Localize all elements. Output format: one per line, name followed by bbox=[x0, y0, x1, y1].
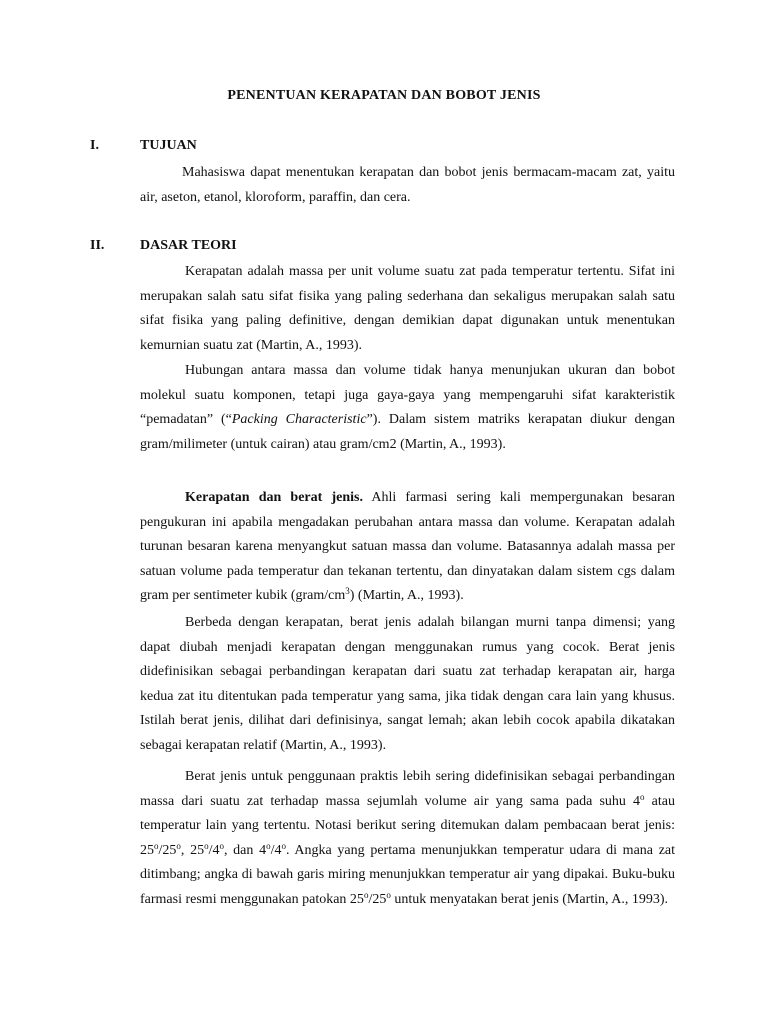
section-number: II. bbox=[90, 238, 105, 253]
paragraph-kerapatan-berat-jenis: Kerapatan dan berat jenis. Ahli farmasi sering kali mempergunakan besaran pengukuran ini apabila mengadakan perubahan antara massa dan volume. Kerapatan adalah turunan besaran karena menyangkut satuan massa dan volume. Batasannya adalah massa per satuan volume pada temperatur dan tekanan tertentu, dan dinyatakan dalam sistem cgs dalam gram per sentimeter kubik $(gram/cm^3)$ (Martin, A., 1993). bbox=[140, 490, 675, 604]
section-heading: TUJUAN bbox=[140, 138, 197, 153]
paragraph-kerapatan: Kerapatan adalah massa per unit volume suatu zat pada temperatur tertentu. Sifat ini merupakan salah satu sifat fisika yang paling sederhana dan sekaligus merupakan salah satu sifat fisika yang paling definitive, dengan demikian dapat digunakan untuk menentukan kemurnian suatu zat (Martin, A., 1993). bbox=[140, 264, 675, 353]
paragraph-lead: Kerapatan dan berat jenis. bbox=[185, 490, 363, 505]
document-title: PENENTUAN KERAPATAN DAN BOBOT JENIS bbox=[227, 88, 541, 103]
paragraph-hubungan: Hubungan antara massa dan volume tidak hanya menunjukan ukuran dan bobot molekul suatu komponen, tetapi juga gaya-gaya yang mempengaruhi sifat karakteristik “pemadatan” (“Packing Characteristic”). Dalam sistem matriks kerapatan diukur dengan gram/milimeter (untuk cairan) atau gram/cm2 (Martin, A., 1993). bbox=[140, 363, 675, 452]
section-heading: DASAR TEORI bbox=[140, 238, 237, 253]
paragraph-berbeda: Berbeda dengan kerapatan, berat jenis adalah bilangan murni tanpa dimensi; yang dapat diubah menjadi kerapatan dengan menggunakan rumus yang cocok. Berat jenis didefinisikan sebagai perbandingan kerapatan dari suatu zat terhadap kerapatan air, harga kedua zat itu ditentukan pada temperatur yang sama, jika tidak dengan cara lain yang khusus. Istilah berat jenis, dilihat dari definisinya, sangat lemah; akan lebih cocok apabila dikatakan sebagai kerapatan relatif (Martin, A., 1993). bbox=[140, 615, 675, 753]
tujuan-paragraph: Mahasiswa dapat menentukan kerapatan dan bobot jenis bermacam-macam zat, yaitu air, aseton, etanol, kloroform, paraffin, dan cera. bbox=[140, 165, 675, 205]
paragraph-berat-jenis-praktis: Berat jenis untuk penggunaan praktis lebih sering didefinisikan sebagai perbandingan massa dari suatu zat terhadap massa sejumlah volume air yang sama pada suhu 4$^o$ atau temperatur lain yang tertentu. Notasi berikut sering ditemukan dalam pembacaan berat jenis: 25$^o$/25$^o$, 25$^o$/4$^o$, dan 4$^o$/4$^o$. Angka yang pertama menunjukkan temperatur udara di mana zat ditimbang; angka di bawah garis miring menunjukkan temperatur air yang dipakai. Buku-buku farmasi resmi menggunakan patokan 25$^o$/25$^o$ untuk menyatakan berat jenis (Martin, A., 1993). bbox=[140, 769, 676, 907]
section-number: I. bbox=[90, 138, 99, 153]
